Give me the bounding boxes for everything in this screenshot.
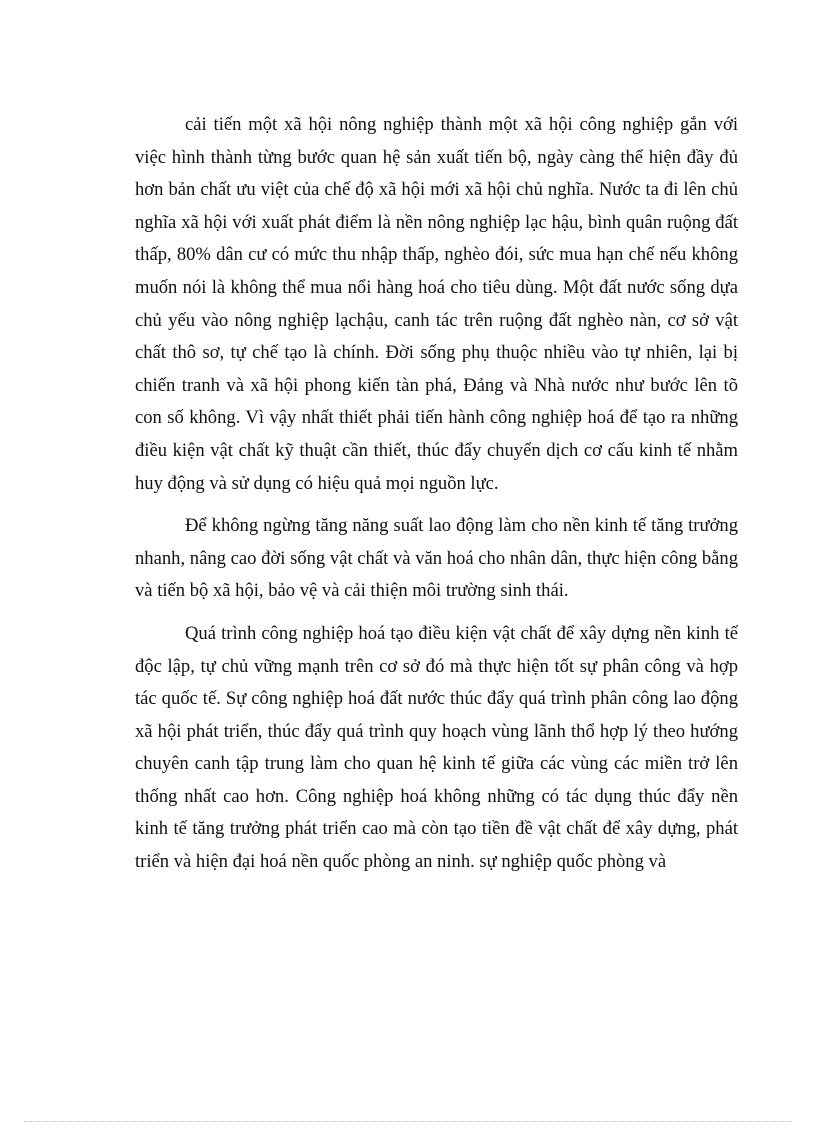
paragraph-1: cải tiến một xã hội nông nghiệp thành một xã hội công nghiệp gắn với việc hình thành từng bước quan hệ sản xuất tiến bộ, ngày càng thể hiện đầy đủ hơn bản chất ưu việt của chế độ xã hội mới xã hội chủ nghĩa. Nước ta đi lên chủ nghĩa xã hội với xuất phát điểm là nền nông nghiệp lạc hậu, bình quân ruộng đất thấp, 80% dân cư có mức thu nhập thấp, nghèo đói, sức mua hạn chế nếu không muốn nói là không thể mua nổi hàng hoá cho tiêu dùng. Một đất nước sống dựa chủ yếu vào nông nghiệp lạchậu, canh tác trên ruộng đất nghèo nàn, cơ sở vật chất thô sơ, tự chế tạo là chính. Đời sống phụ thuộc nhiều vào tự nhiên, lại bị chiến tranh và xã hội phong kiến tàn phá, Đảng và Nhà nước như bước lên tõ con số không. Vì vậy nhất thiết phải tiến hành công nghiệp hoá để tạo ra những điều kiện vật chất kỹ thuật cần thiết, thúc đẩy chuyển dịch cơ cấu kinh tế nhằm huy động và sử dụng có hiệu quả mọi nguồn lực. bbox=[135, 114, 738, 494]
document-body bbox=[135, 109, 738, 889]
paragraph-2: Để không ngừng tăng năng suất lao động làm cho nền kinh tế tăng trưởng nhanh, nâng cao đời sống vật chất và văn hoá cho nhân dân, thực hiện công bằng và tiến bộ xã hội, bảo vệ và cải thiện môi trường sinh thái. bbox=[135, 515, 738, 602]
page-bottom-border bbox=[24, 1121, 792, 1122]
paragraph-3: Quá trình công nghiệp hoá tạo điều kiện vật chất để xây dựng nền kinh tế độc lập, tự chủ vững mạnh trên cơ sở đó mà thực hiện tốt sự phân công và hợp tác quốc tế. Sự công nghiệp hoá đất nước thúc đẩy quá trình phân công lao động xã hội phát triển, thúc đẩy quá trình quy hoạch vùng lãnh thổ hợp lý theo hướng chuyên canh tập trung làm cho quan hệ kinh tế giữa các vùng các miền trở lên thống nhất cao hơn. Công nghiệp hoá không những có tác dụng thúc đẩy nền kinh tế tăng trưởng phát triển cao mà còn tạo tiền đề vật chất để xây dựng, phát triển và hiện đại hoá nền quốc phòng an ninh. sự nghiệp quốc phòng và bbox=[135, 622, 738, 873]
